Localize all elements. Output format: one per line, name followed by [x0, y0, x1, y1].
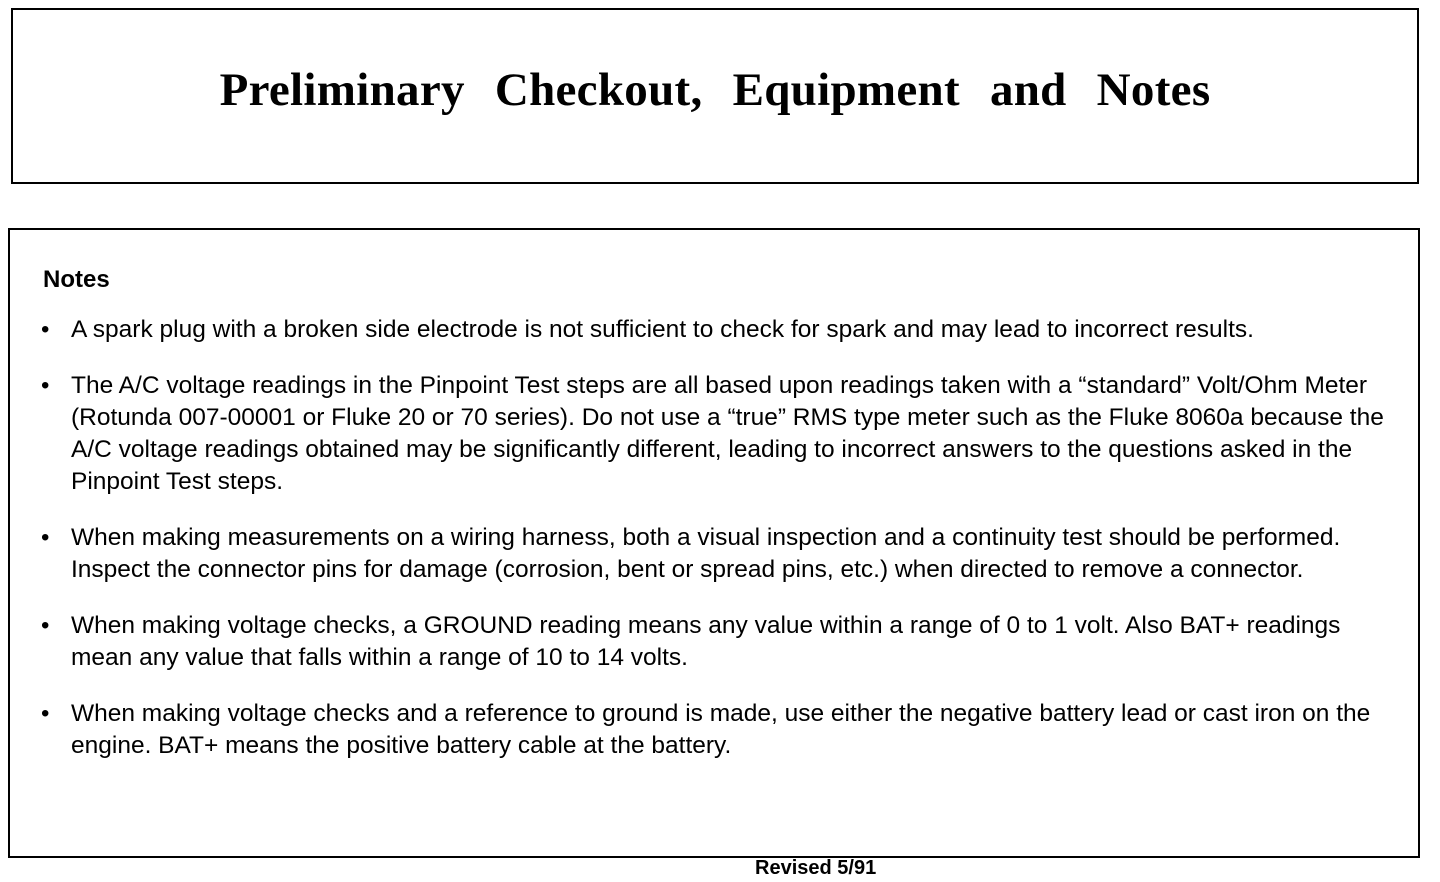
- note-text: A spark plug with a broken side electrode is not sufficient to check for spark and may lead to incorrect results.: [71, 316, 1254, 343]
- page-title: Preliminary Checkout, Equipment and Notes: [219, 64, 1211, 116]
- bullet-icon: •: [41, 524, 50, 551]
- bullet-icon: •: [41, 700, 50, 727]
- bullet-icon: •: [41, 372, 50, 399]
- revision-footer: Revised 5/91: [755, 857, 877, 879]
- note-item: [10, 522, 1418, 586]
- bullet-icon: •: [41, 612, 50, 639]
- notes-heading: Notes: [43, 266, 110, 293]
- note-text: When making voltage checks and a reference to ground is made, use either the negative battery lead or cast iron on the engine. BAT+ means the positive battery cable at the battery.: [71, 700, 1371, 759]
- note-text: When making measurements on a wiring harness, both a visual inspection and a continuity test should be performed. Inspect the connector pins for damage (corrosion, bent or spread pins, etc.) when directed to remove a connector.: [71, 524, 1341, 583]
- note-item: [10, 698, 1418, 762]
- note-text: When making voltage checks, a GROUND reading means any value within a range of 0 to 1 volt. Also BAT+ readings mean any value that falls within a range of 10 to 14 volts.: [71, 612, 1341, 671]
- notes-box: [8, 228, 1420, 858]
- title-box: [11, 8, 1419, 184]
- bullet-icon: •: [41, 316, 50, 343]
- notes-list: [10, 314, 1418, 786]
- note-text: The A/C voltage readings in the Pinpoint Test steps are all based upon readings taken with a “standard” Volt/Ohm Meter (Rotunda 007-00001 or Fluke 20 or 70 series). Do not use a “true” RMS type meter such as the Fluke 8060a because the A/C voltage readings obtained may be significantly different, leading to incorrect answers to the questions asked in the Pinpoint Test steps.: [71, 372, 1384, 495]
- note-item: [10, 314, 1418, 346]
- note-item: [10, 370, 1418, 498]
- note-item: [10, 610, 1418, 674]
